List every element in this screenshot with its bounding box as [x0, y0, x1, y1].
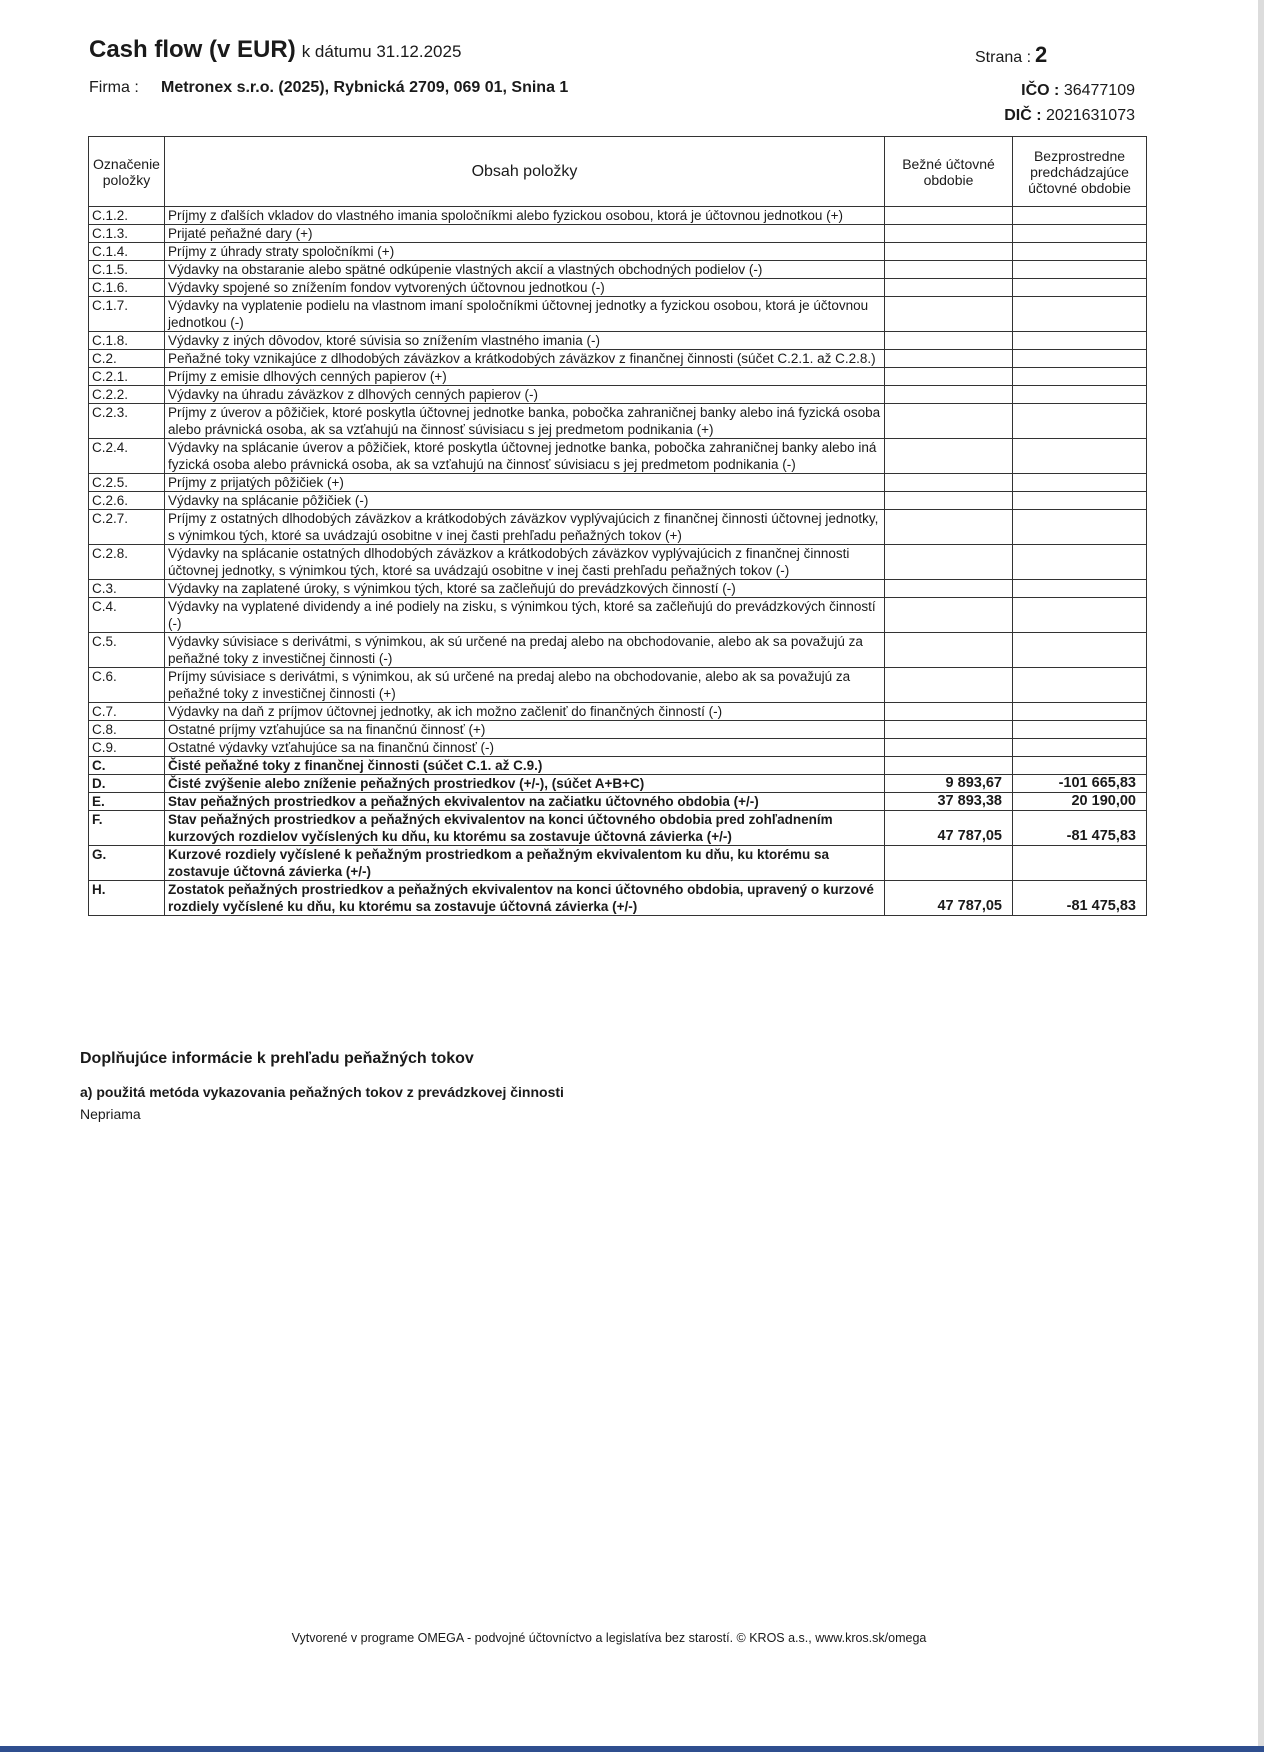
dic-row — [975, 103, 1135, 128]
table-row — [89, 404, 1147, 439]
row-current-value — [885, 243, 1013, 261]
row-desc: Výdavky na splácanie pôžičiek (-) — [165, 492, 885, 510]
row-desc: Ostatné výdavky vzťahujúce sa na finančnú činnosť (-) — [165, 739, 885, 757]
row-current-value — [885, 739, 1013, 757]
row-current-value: 47 787,05 — [885, 811, 1013, 846]
row-desc: Výdavky na daň z príjmov účtovnej jednotky, ak ich možno začleniť do finančných činností (-) — [165, 703, 885, 721]
row-previous-value — [1013, 492, 1147, 510]
row-previous-value — [1013, 598, 1147, 633]
row-previous-value — [1013, 580, 1147, 598]
row-previous-value: -101 665,83 — [1013, 775, 1147, 793]
supplement-title: Doplňujúce informácie k prehľadu peňažných tokov — [80, 1050, 474, 1067]
title-line — [89, 36, 461, 64]
row-previous-value — [1013, 757, 1147, 775]
row-previous-value — [1013, 703, 1147, 721]
row-desc: Príjmy súvisiace s derivátmi, s výnimkou, ak sú určené na predaj alebo na obchodovanie, alebo ak sa považujú za peňažné toky z investičnej činnosti (+) — [165, 668, 885, 703]
row-code: C. — [89, 757, 165, 775]
table-row — [89, 703, 1147, 721]
row-desc: Výdavky na úhradu záväzkov z dlhových cenných papierov (-) — [165, 386, 885, 404]
row-previous-value — [1013, 297, 1147, 332]
row-current-value — [885, 846, 1013, 881]
table-row — [89, 598, 1147, 633]
row-code: C.2.2. — [89, 386, 165, 404]
row-current-value — [885, 279, 1013, 297]
table-row — [89, 739, 1147, 757]
row-code: C.7. — [89, 703, 165, 721]
row-current-value — [885, 332, 1013, 350]
table-row — [89, 793, 1147, 811]
header-code: Označenie položky — [89, 137, 165, 207]
row-code: C.2.8. — [89, 545, 165, 580]
row-desc: Príjmy z ďalších vkladov do vlastného imania spoločníkmi alebo fyzickou osobou, ktorá je účtovnou jednotkou (+) — [165, 207, 885, 225]
row-current-value — [885, 598, 1013, 633]
row-desc: Výdavky na vyplatené dividendy a iné podiely na zisku, s výnimkou tých, ktoré sa začleňujú do prevádzkových činností (-) — [165, 598, 885, 633]
row-code: C.1.2. — [89, 207, 165, 225]
row-current-value — [885, 510, 1013, 545]
row-current-value — [885, 545, 1013, 580]
firm-label: Firma : — [89, 79, 139, 96]
row-current-value — [885, 225, 1013, 243]
row-code: C.8. — [89, 721, 165, 739]
row-current-value: 47 787,05 — [885, 881, 1013, 916]
header-previous: Bezprostredne predchádzajúce účtovné obdobie — [1013, 137, 1147, 207]
row-previous-value: -81 475,83 — [1013, 811, 1147, 846]
row-previous-value — [1013, 846, 1147, 881]
supplement-method: Nepriama — [80, 1106, 141, 1122]
report-date: k dátumu 31.12.2025 — [301, 42, 462, 61]
row-code: C.2.5. — [89, 474, 165, 492]
table-row — [89, 474, 1147, 492]
header-desc: Obsah položky — [165, 137, 885, 207]
row-desc: Peňažné toky vznikajúce z dlhodobých záväzkov a krátkodobých záväzkov z finančnej činnosti (súčet C.2.1. až C.2.8.) — [165, 350, 885, 368]
row-previous-value — [1013, 668, 1147, 703]
row-code: C.1.5. — [89, 261, 165, 279]
row-current-value — [885, 404, 1013, 439]
row-current-value — [885, 492, 1013, 510]
scan-bottom-edge — [0, 1746, 1264, 1752]
row-code: C.1.7. — [89, 297, 165, 332]
row-current-value — [885, 261, 1013, 279]
row-previous-value — [1013, 510, 1147, 545]
page-number: 2 — [1035, 42, 1048, 67]
row-desc: Výdavky na splácanie ostatných dlhodobých záväzkov a krátkodobých záväzkov vyplývajúcich z finančnej činnosti účtovnej jednotky, s výnimkou tých, ktoré sa uvádzajú osobitne v inej časti prehľadu peňažných tokov (-) — [165, 545, 885, 580]
cash-flow-table — [88, 136, 1147, 916]
row-desc: Čisté zvýšenie alebo zníženie peňažných prostriedkov (+/-), (súčet A+B+C) — [165, 775, 885, 793]
row-code: C.1.8. — [89, 332, 165, 350]
scan-edge — [1258, 0, 1264, 1752]
row-previous-value — [1013, 368, 1147, 386]
row-code: C.1.6. — [89, 279, 165, 297]
row-desc: Prijaté peňažné dary (+) — [165, 225, 885, 243]
dic-label: DIČ : — [1004, 107, 1042, 124]
table-row — [89, 261, 1147, 279]
row-code: G. — [89, 846, 165, 881]
row-desc: Výdavky spojené so znížením fondov vytvorených účtovnou jednotkou (-) — [165, 279, 885, 297]
row-current-value — [885, 580, 1013, 598]
row-desc: Výdavky súvisiace s derivátmi, s výnimkou, ak sú určené na predaj alebo na obchodovanie, alebo ak sa považujú za peňažné toky z investičnej činnosti (-) — [165, 633, 885, 668]
row-current-value — [885, 668, 1013, 703]
table-row — [89, 279, 1147, 297]
row-code: C.1.4. — [89, 243, 165, 261]
ico-label: IČO : — [1021, 82, 1060, 99]
row-current-value: 9 893,67 — [885, 775, 1013, 793]
table-header-row — [89, 137, 1147, 207]
ico-value: 36477109 — [1063, 82, 1135, 99]
row-code: C.3. — [89, 580, 165, 598]
row-current-value — [885, 207, 1013, 225]
row-desc: Čisté peňažné toky z finančnej činnosti (súčet C.1. až C.9.) — [165, 757, 885, 775]
row-code: H. — [89, 881, 165, 916]
table-row — [89, 846, 1147, 881]
row-previous-value — [1013, 545, 1147, 580]
table-row — [89, 386, 1147, 404]
row-current-value: 37 893,38 — [885, 793, 1013, 811]
table-row — [89, 207, 1147, 225]
row-desc: Ostatné príjmy vzťahujúce sa na finančnú činnosť (+) — [165, 721, 885, 739]
row-desc: Príjmy z prijatých pôžičiek (+) — [165, 474, 885, 492]
row-code: D. — [89, 775, 165, 793]
table-row — [89, 492, 1147, 510]
table-row — [89, 668, 1147, 703]
row-previous-value — [1013, 350, 1147, 368]
row-current-value — [885, 368, 1013, 386]
row-current-value — [885, 439, 1013, 474]
row-desc: Výdavky z iných dôvodov, ktoré súvisia so znížením vlastného imania (-) — [165, 332, 885, 350]
table-row — [89, 297, 1147, 332]
table-row — [89, 721, 1147, 739]
page-label: Strana : — [975, 49, 1032, 66]
row-desc: Kurzové rozdiely vyčíslené k peňažným prostriedkom a peňažným ekvivalentom ku dňu, ku ktorému sa zostavuje účtovná závierka (+/-) — [165, 846, 885, 881]
row-previous-value — [1013, 721, 1147, 739]
table-row — [89, 580, 1147, 598]
row-previous-value — [1013, 332, 1147, 350]
footer-text: Vytvorené v programe OMEGA - podvojné účtovníctvo a legislatíva bez starostí. © KROS a.s., www.kros.sk/omega — [291, 1631, 927, 1645]
dic-value: 2021631073 — [1046, 107, 1135, 124]
row-code: C.9. — [89, 739, 165, 757]
row-previous-value: -81 475,83 — [1013, 881, 1147, 916]
row-current-value — [885, 386, 1013, 404]
table-row — [89, 332, 1147, 350]
row-code: C.2.1. — [89, 368, 165, 386]
row-code: C.4. — [89, 598, 165, 633]
row-desc: Príjmy z úverov a pôžičiek, ktoré poskytla účtovnej jednotke banka, pobočka zahraničnej banky alebo iná fyzická osoba alebo právnická osoba, ak sa vzťahujú na činnosť súvisiacu s jej predmetom podnikania (+) — [165, 404, 885, 439]
row-desc: Výdavky na vyplatenie podielu na vlastnom imaní spoločníkmi účtovnej jednotky a fyzickou osobou, ktorá je účtovnou jednotkou (-) — [165, 297, 885, 332]
row-previous-value — [1013, 404, 1147, 439]
row-desc: Výdavky na zaplatené úroky, s výnimkou tých, ktoré sa začleňujú do prevádzkových činností (-) — [165, 580, 885, 598]
row-previous-value — [1013, 225, 1147, 243]
ico-row — [975, 78, 1135, 103]
table-row — [89, 633, 1147, 668]
header-current: Bežné účtovné obdobie — [885, 137, 1013, 207]
row-code: E. — [89, 793, 165, 811]
row-code: C.6. — [89, 668, 165, 703]
row-code: C.2.3. — [89, 404, 165, 439]
table-row — [89, 350, 1147, 368]
table-row — [89, 881, 1147, 916]
row-desc: Príjmy z úhrady straty spoločníkmi (+) — [165, 243, 885, 261]
row-current-value — [885, 721, 1013, 739]
row-code: C.1.3. — [89, 225, 165, 243]
table-row — [89, 545, 1147, 580]
firm-value: Metronex s.r.o. (2025), Rybnická 2709, 069 01, Snina 1 — [161, 79, 569, 96]
row-previous-value: 20 190,00 — [1013, 793, 1147, 811]
table-row — [89, 811, 1147, 846]
row-desc: Výdavky na splácanie úverov a pôžičiek, ktoré poskytla účtovnej jednotke banka, pobočka zahraničnej banky alebo iná fyzická osoba alebo právnická osoba, ak sa vzťahujú na činnosť súvisiacu s jej predmetom podnikania (-) — [165, 439, 885, 474]
row-current-value — [885, 474, 1013, 492]
table-row — [89, 439, 1147, 474]
row-previous-value — [1013, 439, 1147, 474]
row-current-value — [885, 350, 1013, 368]
row-desc: Príjmy z emisie dlhových cenných papierov (+) — [165, 368, 885, 386]
firm-line — [89, 79, 568, 97]
row-code: C.2. — [89, 350, 165, 368]
row-code: C.2.6. — [89, 492, 165, 510]
row-desc: Príjmy z ostatných dlhodobých záväzkov a krátkodobých záväzkov vyplývajúcich z finančnej činnosti účtovnej jednotky, s výnimkou tých, ktoré sa uvádzajú osobitne v inej časti prehľadu peňažných tokov (+) — [165, 510, 885, 545]
table-row — [89, 757, 1147, 775]
row-previous-value — [1013, 261, 1147, 279]
table-row — [89, 243, 1147, 261]
row-desc: Zostatok peňažných prostriedkov a peňažných ekvivalentov na konci účtovného obdobia, upravený o kurzové rozdiely vyčíslené ku dňu, ku ktorému sa zostavuje účtovná závierka (+/-) — [165, 881, 885, 916]
row-current-value — [885, 633, 1013, 668]
row-desc: Výdavky na obstaranie alebo spätné odkúpenie vlastných akcií a vlastných obchodných podielov (-) — [165, 261, 885, 279]
row-desc: Stav peňažných prostriedkov a peňažných ekvivalentov na začiatku účtovného obdobia (+/-) — [165, 793, 885, 811]
row-previous-value — [1013, 474, 1147, 492]
document-title: Cash flow (v EUR) — [89, 36, 296, 63]
row-previous-value — [1013, 386, 1147, 404]
row-current-value — [885, 703, 1013, 721]
row-current-value — [885, 297, 1013, 332]
row-previous-value — [1013, 279, 1147, 297]
table-row — [89, 775, 1147, 793]
row-previous-value — [1013, 633, 1147, 668]
row-current-value — [885, 757, 1013, 775]
row-code: C.2.7. — [89, 510, 165, 545]
row-previous-value — [1013, 739, 1147, 757]
page-info — [975, 42, 1047, 68]
table-body — [89, 207, 1147, 916]
table-row — [89, 225, 1147, 243]
company-ids — [975, 78, 1135, 128]
row-code: C.2.4. — [89, 439, 165, 474]
row-code: C.5. — [89, 633, 165, 668]
supplement-item-a: a) použitá metóda vykazovania peňažných tokov z prevádzkovej činnosti — [80, 1084, 564, 1100]
row-desc: Stav peňažných prostriedkov a peňažných ekvivalentov na konci účtovného obdobia pred zohľadnením kurzových rozdielov vyčíslených ku dňu, ku ktorému sa zostavuje účtovná závierka (+/-) — [165, 811, 885, 846]
row-previous-value — [1013, 243, 1147, 261]
row-previous-value — [1013, 207, 1147, 225]
row-code: F. — [89, 811, 165, 846]
table-row — [89, 510, 1147, 545]
table-row — [89, 368, 1147, 386]
